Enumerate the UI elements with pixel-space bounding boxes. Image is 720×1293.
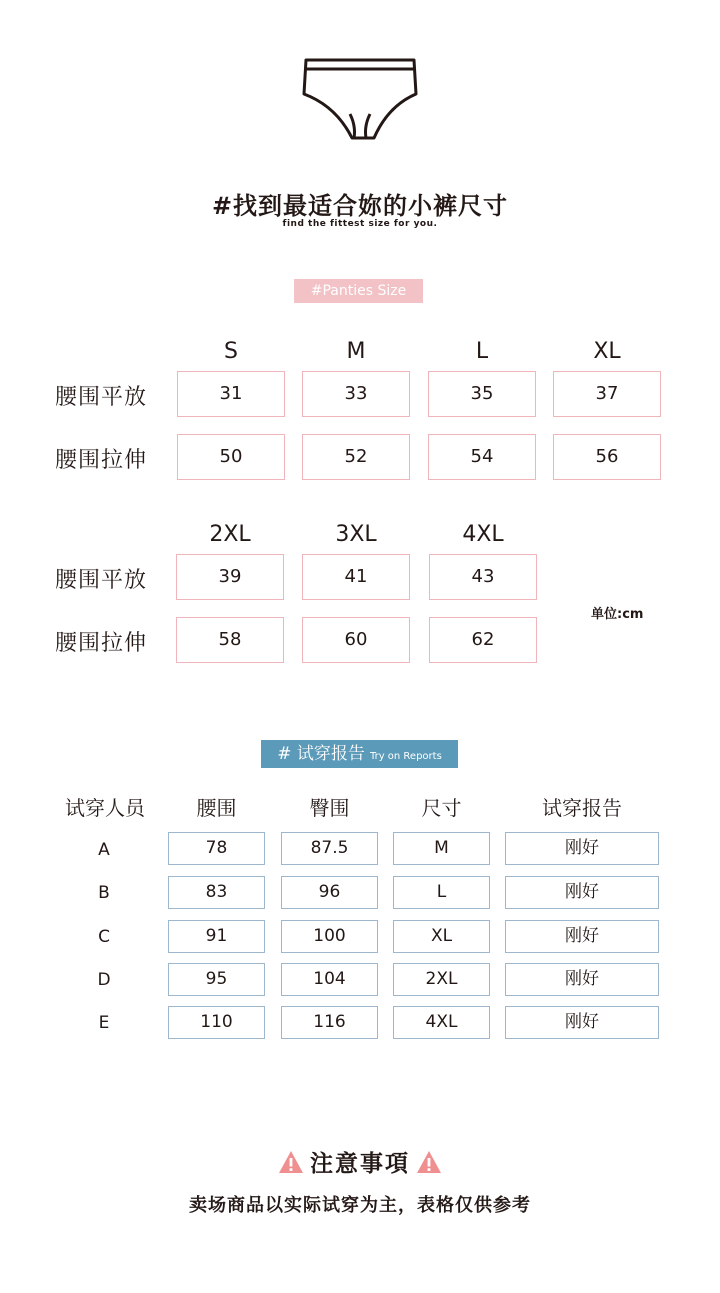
col-header-waist: 腰围 bbox=[196, 796, 237, 820]
report-cell: 刚好 bbox=[505, 963, 659, 996]
size-header-3xl: 3XL bbox=[335, 522, 377, 547]
warning-icon bbox=[278, 1150, 304, 1174]
size-cell: 2XL bbox=[393, 963, 490, 996]
size-cell: 60 bbox=[302, 617, 410, 663]
hip-cell: 104 bbox=[281, 963, 378, 996]
tester-label: A bbox=[98, 840, 110, 860]
report-cell: 刚好 bbox=[505, 920, 659, 953]
size-cell: 41 bbox=[302, 554, 410, 600]
size-cell: 33 bbox=[302, 371, 410, 417]
tester-label: C bbox=[98, 927, 110, 947]
try-on-reports-tag bbox=[261, 740, 458, 768]
size-cell: 52 bbox=[302, 434, 410, 480]
notice-title: 注意事項 bbox=[310, 1151, 410, 1177]
size-header-l: L bbox=[475, 339, 489, 364]
col-header-report: 试穿报告 bbox=[542, 796, 622, 820]
size-header-2xl: 2XL bbox=[209, 522, 251, 547]
hip-cell: 100 bbox=[281, 920, 378, 953]
size-cell: 35 bbox=[428, 371, 536, 417]
report-cell: 刚好 bbox=[505, 1006, 659, 1039]
waist-cell: 95 bbox=[168, 963, 265, 996]
col-header-person: 试穿人员 bbox=[65, 796, 145, 820]
tag-main-text: # 试穿报告 bbox=[277, 744, 365, 764]
size-cell: 56 bbox=[553, 434, 661, 480]
size-cell: 37 bbox=[553, 371, 661, 417]
tester-label: B bbox=[98, 883, 110, 903]
size-cell: L bbox=[393, 876, 490, 909]
hip-cell: 116 bbox=[281, 1006, 378, 1039]
size-cell: XL bbox=[393, 920, 490, 953]
warning-icon bbox=[416, 1150, 442, 1174]
report-cell: 刚好 bbox=[505, 876, 659, 909]
waist-cell: 91 bbox=[168, 920, 265, 953]
size-header-xl: XL bbox=[593, 339, 621, 364]
size-cell: 39 bbox=[176, 554, 284, 600]
size-cell: 62 bbox=[429, 617, 537, 663]
size-cell: 4XL bbox=[393, 1006, 490, 1039]
row-label-flat: 腰围平放 bbox=[55, 568, 148, 593]
notice-heading bbox=[0, 1145, 720, 1178]
col-header-hip: 臀围 bbox=[309, 796, 350, 820]
size-cell: 31 bbox=[177, 371, 285, 417]
waist-cell: 78 bbox=[168, 832, 265, 865]
notice-text: 卖场商品以实际试穿为主，表格仅供参考 bbox=[189, 1195, 531, 1216]
panties-icon bbox=[300, 54, 420, 144]
size-cell: 54 bbox=[428, 434, 536, 480]
row-label-stretch: 腰围拉伸 bbox=[55, 448, 148, 473]
row-label-flat: 腰围平放 bbox=[55, 385, 148, 410]
waist-cell: 110 bbox=[168, 1006, 265, 1039]
size-header-4xl: 4XL bbox=[462, 522, 504, 547]
panties-size-tag: #Panties Size bbox=[294, 279, 423, 303]
size-header-s: S bbox=[224, 339, 238, 364]
size-cell: M bbox=[393, 832, 490, 865]
page-subtitle: find the fittest size for you. bbox=[282, 219, 438, 229]
page-title: #找到最适合妳的小裤尺寸 bbox=[211, 192, 509, 220]
unit-note: 单位:cm bbox=[591, 607, 644, 622]
tester-label: E bbox=[98, 1013, 110, 1033]
tester-label: D bbox=[97, 970, 111, 990]
size-cell: 50 bbox=[177, 434, 285, 480]
hip-cell: 96 bbox=[281, 876, 378, 909]
tag-sub-text: Try on Reports bbox=[369, 751, 442, 762]
row-label-stretch: 腰围拉伸 bbox=[55, 631, 148, 656]
hip-cell: 87.5 bbox=[281, 832, 378, 865]
col-header-size: 尺寸 bbox=[421, 796, 462, 820]
size-cell: 58 bbox=[176, 617, 284, 663]
size-header-m: M bbox=[346, 339, 366, 364]
size-cell: 43 bbox=[429, 554, 537, 600]
report-cell: 刚好 bbox=[505, 832, 659, 865]
waist-cell: 83 bbox=[168, 876, 265, 909]
